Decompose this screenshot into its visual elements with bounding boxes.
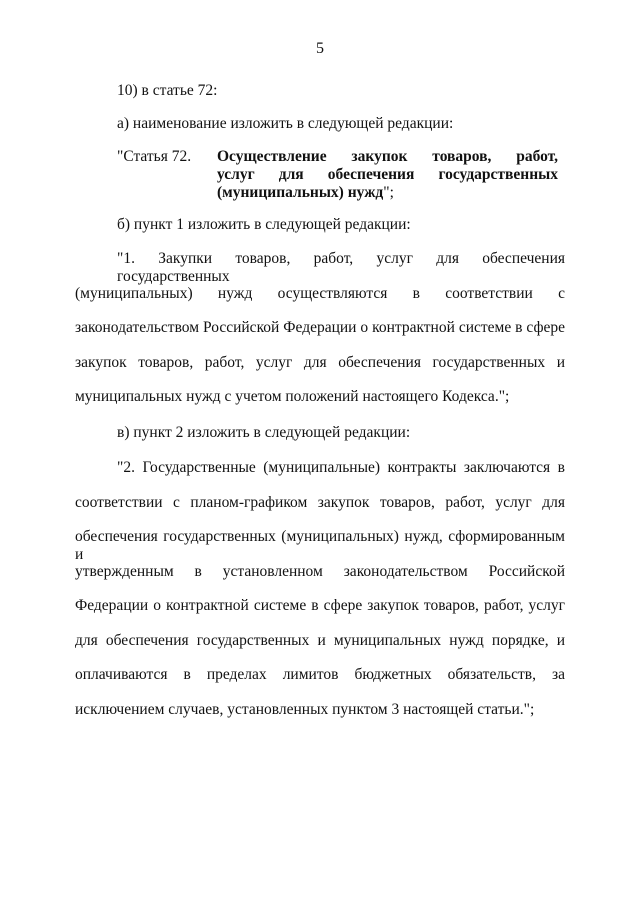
- article-heading: [117, 148, 565, 208]
- paragraph-line: для обеспечения государственных и муниципальных нужд порядке, и: [75, 632, 565, 649]
- paragraph-line: оплачиваются в пределах лимитов бюджетных обязательств, за: [75, 666, 565, 683]
- paragraph-line: (муниципальных) нужд осуществляются в соответствии с: [75, 285, 565, 302]
- paragraph-line: законодательством Российской Федерации о контрактной системе в сфере: [75, 319, 565, 336]
- paragraph-line: закупок товаров, работ, услуг для обеспечения государственных и: [75, 354, 565, 371]
- page-number: 5: [316, 40, 324, 57]
- article-label: "Статья 72.: [117, 148, 192, 165]
- paragraph-line: Федерации о контрактной системе в сфере закупок товаров, работ, услуг: [75, 597, 565, 614]
- article-title-line: услуг для обеспечения государственных: [217, 166, 558, 183]
- subitem-b: б) пункт 1 изложить в следующей редакции:: [117, 216, 411, 233]
- article-title-tail: ";: [383, 184, 394, 201]
- paragraph-line: "1. Закупки товаров, работ, услуг для обеспечения государственных: [117, 250, 565, 285]
- subitem-a: а) наименование изложить в следующей редакции:: [117, 115, 454, 132]
- paragraph-line: исключением случаев, установленных пунктом 3 настоящей статьи.";: [75, 701, 535, 718]
- article-title-line: Осуществление закупок товаров, работ,: [217, 148, 558, 165]
- paragraph-line: муниципальных нужд с учетом положений настоящего Кодекса.";: [75, 388, 510, 405]
- article-title-line: (муниципальных) нужд: [217, 184, 384, 201]
- item-10-heading: 10) в статье 72:: [117, 82, 218, 99]
- paragraph-line: соответствии с планом-графиком закупок товаров, работ, услуг для: [75, 494, 565, 511]
- subitem-v: в) пункт 2 изложить в следующей редакции:: [117, 424, 411, 441]
- article-title: [217, 148, 558, 202]
- article-title-last-line: [217, 184, 558, 202]
- paragraph-line: "2. Государственные (муниципальные) контракты заключаются в: [117, 459, 565, 476]
- paragraph-line: обеспечения государственных (муниципальных) нужд, сформированным и: [75, 528, 565, 563]
- paragraph-line: утвержденным в установленном законодательством Российской: [75, 563, 565, 580]
